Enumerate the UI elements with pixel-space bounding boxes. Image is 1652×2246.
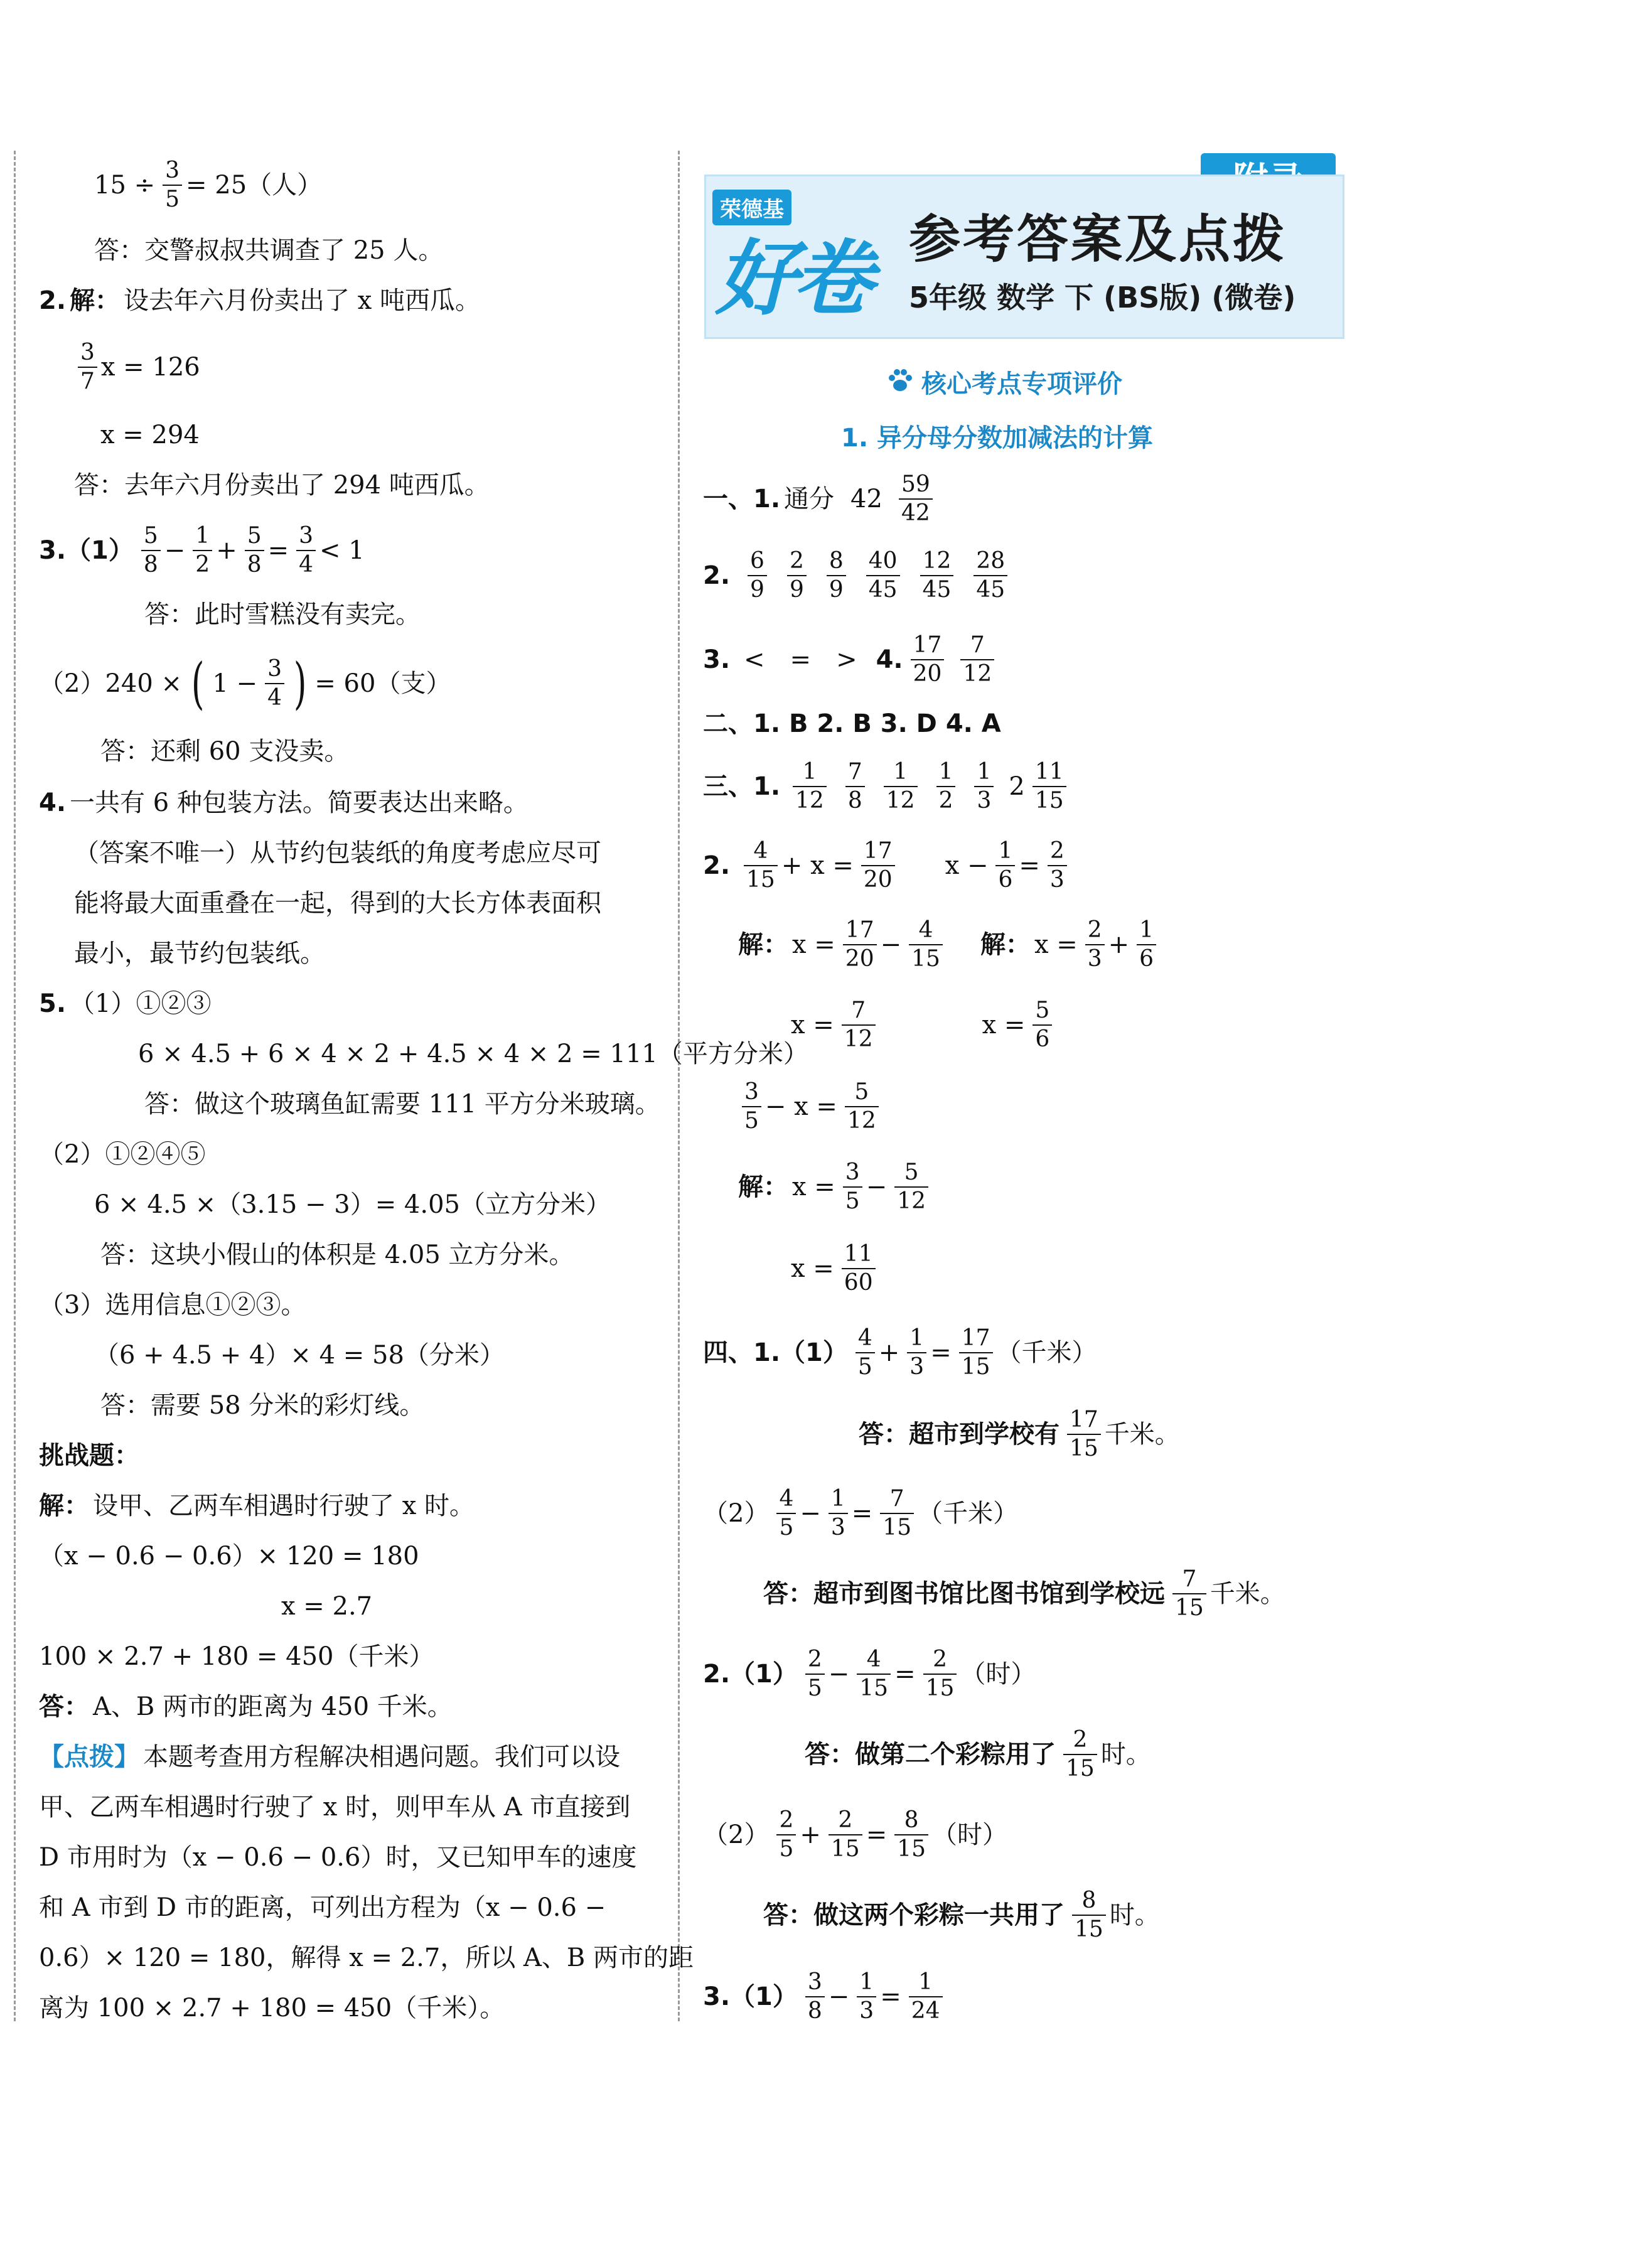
- challenge-heading: 挑战题：: [39, 1441, 139, 1470]
- equation-line: $\frac{3}{7}$ x = 126: [74, 333, 204, 402]
- question-4-1: 四、1.（1） $\frac{4}{5}$ + $\frac{1}{3}$ = $\frac{17}{15}$ （千米）: [703, 1325, 1097, 1380]
- fraction: $\frac{1}{6}$: [995, 840, 1015, 891]
- answer-line: 答：做第二个彩粽用了 $\frac{2}{15}$ 时。: [805, 1727, 1151, 1781]
- hint-tag: 【点拨】: [39, 1743, 139, 1771]
- fraction: $\frac{5}{12}$: [845, 1081, 879, 1132]
- text-line: （答案不唯一）从节约包装纸的角度考虑应尽可: [74, 839, 601, 868]
- question-3-2: （2）240 × ( 1 − $\frac{3}{4}$ ) = 60（支）: [39, 651, 451, 716]
- hint-line: 和 A 市到 D 市的距离，可列出方程为（x − 0.6 −: [39, 1893, 606, 1922]
- fraction: $\frac{2}{15}$: [1063, 1729, 1097, 1780]
- equation-line: $\frac{3}{5}$ − x = $\frac{5}{12}$: [738, 1072, 882, 1141]
- question-5: 5. （1）①②③: [39, 989, 212, 1018]
- fraction: $\frac{40}{45}$: [866, 550, 900, 601]
- equation-line: x = $\frac{11}{60}$: [791, 1234, 879, 1303]
- fraction: $\frac{3}{5}$: [163, 159, 182, 211]
- equation-line: 解： x = $\frac{3}{5}$ − $\frac{5}{12}$: [738, 1153, 932, 1222]
- fraction: $\frac{1}{2}$: [936, 761, 956, 812]
- fraction: $\frac{2}{3}$: [1048, 840, 1067, 891]
- question-3-1: 3.（1） $\frac{3}{8}$ − $\frac{1}{3}$ = $\frac{1}{24}$: [703, 1962, 947, 2031]
- question-2-1: 2.（1） $\frac{2}{5}$ − $\frac{4}{15}$ = $\frac{2}{15}$ （时）: [703, 1647, 1036, 1701]
- answer-line: 答： A、B 两市的距离为 450 千米。: [39, 1692, 453, 1721]
- fraction: $\frac{3}{5}$: [843, 1161, 862, 1213]
- fraction: $\frac{4}{5}$: [776, 1488, 796, 1539]
- fraction: $\frac{1}{3}$: [974, 761, 994, 812]
- text-line: （3）选用信息①②③。: [39, 1291, 306, 1319]
- answer-line: 答：做这两个彩粽一共用了 $\frac{8}{15}$ 时。: [763, 1888, 1160, 1942]
- fraction: $\frac{8}{9}$: [827, 550, 846, 601]
- fraction: $\frac{1}{3}$: [857, 1971, 876, 2023]
- fraction: $\frac{1}{6}$: [1137, 919, 1156, 970]
- answer-line: 2. $\frac{6}{9}$ $\frac{2}{9}$ $\frac{8}{9}$ $\frac{40}{45}$ $\frac{12}{45}$ $\frac{28}{45}$: [703, 541, 1011, 610]
- fraction: $\frac{7}{8}$: [845, 761, 865, 812]
- fraction: $\frac{3}{4}$: [296, 525, 316, 576]
- equation-line: 解： x = $\frac{17}{20}$ − $\frac{4}{15}$ 解： x = $\frac{2}{3}$ + $\frac{1}{6}$: [738, 910, 1160, 979]
- fraction: $\frac{3}{8}$: [805, 1971, 825, 2023]
- fraction: $\frac{11}{60}$: [842, 1243, 876, 1294]
- answer-line: 一、1. 通分 42 $\frac{59}{42}$: [703, 465, 936, 534]
- hint-line: D 市用时为（x − 0.6 − 0.6）时，又已知甲车的速度: [39, 1843, 637, 1872]
- question-4-2: （2） $\frac{4}{5}$ − $\frac{1}{3}$ = $\frac{7}{15}$ （千米）: [703, 1486, 1019, 1540]
- answer-line: 答：交警叔叔共调查了 25 人。: [94, 236, 444, 265]
- equation-line: 6 × 4.5 ×（3.15 − 3）= 4.05（立方分米）: [94, 1190, 611, 1219]
- equation-line: 100 × 2.7 + 180 = 450（千米）: [39, 1642, 434, 1671]
- fraction: $\frac{7}{15}$: [880, 1488, 914, 1539]
- answer-line: 答：此时雪糕没有卖完。: [144, 600, 421, 629]
- fraction: $\frac{8}{15}$: [894, 1809, 928, 1861]
- fraction: $\frac{5}{8}$: [141, 525, 161, 576]
- fraction: $\frac{2}{15}$: [923, 1648, 957, 1700]
- hint-line: 甲、乙两车相遇时行驶了 x 时，则甲车从 A 市直接到: [39, 1793, 631, 1822]
- text-line: 最小，最节约包装纸。: [74, 939, 325, 968]
- fraction: $\frac{4}{15}$: [744, 840, 778, 891]
- fraction: $\frac{1}{3}$: [829, 1488, 848, 1539]
- fraction: $\frac{3}{7}$: [78, 341, 97, 393]
- fraction: $\frac{4}{15}$: [857, 1648, 891, 1700]
- fraction: $\frac{7}{15}$: [1172, 1568, 1206, 1620]
- answer-line: 答：超市到图书馆比图书馆到学校远 $\frac{7}{15}$ 千米。: [763, 1566, 1285, 1621]
- text-line: 解： 设甲、乙两车相遇时行驶了 x 时。: [39, 1491, 475, 1520]
- answer-line: 三、1. $\frac{1}{12}$ $\frac{7}{8}$ $\frac{1}{12}$ $\frac{1}{2}$ $\frac{1}{3}$ 2 $\frac{11}{15}$: [703, 752, 1070, 821]
- fraction: $\frac{1}{12}$: [793, 761, 827, 812]
- equation-line: （6 + 4.5 + 4）× 4 = 58（分米）: [94, 1341, 505, 1370]
- fraction: $\frac{2}{5}$: [805, 1648, 825, 1700]
- fraction: $\frac{2}{3}$: [1085, 919, 1105, 970]
- hint-line: 0.6）× 120 = 180，解得 x = 2.7，所以 A、B 两市的距: [39, 1943, 694, 1972]
- left-margin-rule: [14, 151, 16, 2021]
- column-divider: [678, 151, 680, 2021]
- text-line: （2）①②④⑤: [39, 1140, 206, 1169]
- fraction: $\frac{5}{6}$: [1032, 999, 1052, 1051]
- answer-line: 答：超市到学校有 $\frac{17}{15}$ 千米。: [859, 1407, 1180, 1461]
- equation-line: 6 × 4.5 + 6 × 4 × 2 + 4.5 × 4 × 2 = 111（平方分米）: [138, 1040, 808, 1068]
- answer-line: 答：去年六月份卖出了 294 吨西瓜。: [74, 471, 490, 500]
- brand-badge: 荣德基: [712, 190, 791, 225]
- fraction: $\frac{17}{20}$: [911, 634, 945, 685]
- logo: 好卷: [716, 231, 869, 326]
- fraction: $\frac{3}{4}$: [265, 658, 284, 709]
- hint-line: 离为 100 × 2.7 + 180 = 450（千米）。: [39, 1994, 505, 2023]
- fraction: $\frac{7}{12}$: [960, 634, 994, 685]
- question-3: 3.（1） $\frac{5}{8}$ − $\frac{1}{2}$ + $\frac{5}{8}$ = $\frac{3}{4}$ < 1: [39, 523, 365, 578]
- fraction: $\frac{3}{5}$: [742, 1081, 761, 1132]
- fraction: $\frac{28}{45}$: [973, 550, 1007, 601]
- equation-line: （x − 0.6 − 0.6）× 120 = 180: [39, 1542, 419, 1571]
- section-heading: 核心考点专项评价: [921, 370, 1122, 399]
- answer-line: 答：做这个玻璃鱼缸需要 111 平方分米玻璃。: [144, 1090, 660, 1119]
- hint-line: 【点拨】 本题考查用方程解决相遇问题。我们可以设: [39, 1740, 624, 1774]
- fraction: $\frac{5}{12}$: [894, 1161, 928, 1213]
- answer-line: 答：还剩 60 支没卖。: [100, 737, 350, 766]
- equation-line: x = $\frac{7}{12}$ x = $\frac{5}{6}$: [791, 991, 1056, 1060]
- answer-line: 答：这块小假山的体积是 4.05 立方分米。: [100, 1240, 574, 1269]
- fraction: $\frac{1}{24}$: [909, 1971, 943, 2023]
- equation-line: x = 294: [100, 421, 200, 449]
- fraction: $\frac{59}{42}$: [899, 473, 933, 525]
- fraction: $\frac{12}{45}$: [920, 550, 954, 601]
- question-4: 4. 一共有 6 种包装方法。简要表达出来略。: [39, 788, 528, 817]
- answer-line: 二、1. B 2. B 3. D 4. A: [703, 709, 1001, 738]
- fraction: $\frac{6}{9}$: [748, 550, 767, 601]
- fraction: $\frac{8}{15}$: [1072, 1889, 1106, 1941]
- fraction: $\frac{2}{5}$: [776, 1809, 796, 1861]
- paw-icon: [886, 367, 914, 394]
- answer-line: 答：需要 58 分米的彩灯线。: [100, 1391, 425, 1420]
- section-subheading: 1. 异分母分数加减法的计算: [841, 424, 1153, 453]
- equation-line: x = 2.7: [281, 1592, 373, 1621]
- text-line: 能将最大面重叠在一起，得到的大长方体表面积: [74, 889, 601, 918]
- fraction: $\frac{1}{3}$: [907, 1327, 926, 1378]
- fraction: $\frac{17}{15}$: [1067, 1409, 1101, 1460]
- answer-line: 3. < = > 4. $\frac{17}{20}$ $\frac{7}{12}$: [703, 625, 998, 694]
- fraction: $\frac{17}{20}$: [861, 840, 895, 891]
- fraction: $\frac{17}{20}$: [843, 919, 877, 970]
- fraction: $\frac{1}{2}$: [193, 525, 212, 576]
- question-2-2: （2） $\frac{2}{5}$ + $\frac{2}{15}$ = $\frac{8}{15}$ （时）: [703, 1807, 1008, 1862]
- banner-title: 参考答案及点拨: [909, 210, 1287, 269]
- fraction: $\frac{5}{8}$: [245, 525, 264, 576]
- equation-line: 2. $\frac{4}{15}$ + x = $\frac{17}{20}$ x − $\frac{1}{6}$ = $\frac{2}{3}$: [703, 831, 1071, 900]
- fraction: $\frac{2}{15}$: [829, 1809, 862, 1861]
- fraction: $\frac{11}{15}$: [1032, 761, 1066, 812]
- fraction: $\frac{2}{9}$: [787, 550, 807, 601]
- fraction: $\frac{17}{15}$: [959, 1327, 993, 1378]
- banner-subtitle: 5年级 数学 下 (BS版) (微卷): [909, 281, 1296, 314]
- fraction: $\frac{7}{12}$: [842, 999, 876, 1051]
- fraction: $\frac{4}{5}$: [856, 1327, 875, 1378]
- fraction: $\frac{4}{15}$: [909, 919, 943, 970]
- answer-line: 15 ÷ $\frac{3}{5}$ = 25（人）: [94, 158, 323, 212]
- fraction: $\frac{1}{12}$: [884, 761, 918, 812]
- question-2: 2. 解： 设去年六月份卖出了 x 吨西瓜。: [39, 286, 481, 315]
